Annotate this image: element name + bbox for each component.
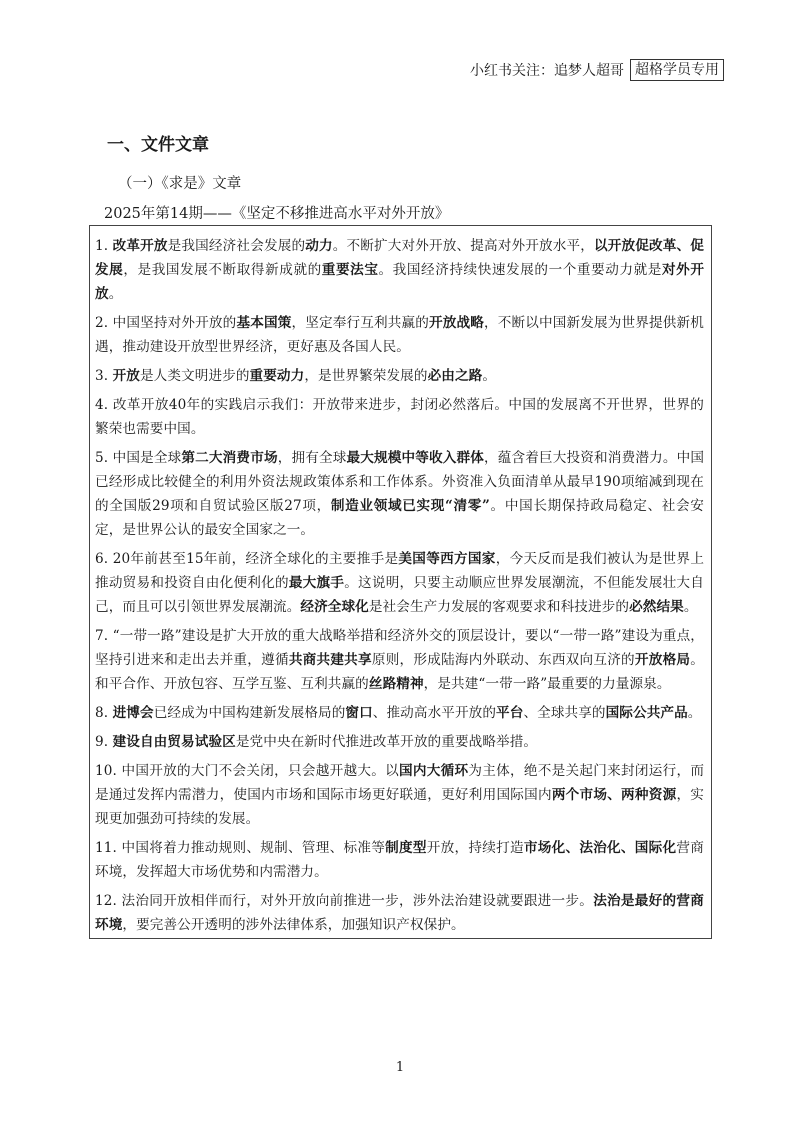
bold-keyword: 最大旗手 xyxy=(288,575,345,591)
section-title: 一、文件文章 xyxy=(107,135,209,155)
bold-keyword: 制造业领域已实现“清零” xyxy=(330,498,490,514)
text-run: ，要完善公开透明的涉外法律体系，加强知识产权保护。 xyxy=(122,917,465,933)
issue-title: 2025年第14期——《坚定不移推进高水平对外开放》 xyxy=(104,206,450,222)
text-run: ，是共建“一带一路”最重要的力量源泉。 xyxy=(423,676,671,692)
bold-keyword: 动力 xyxy=(305,238,333,254)
bold-keyword: 经济全球化 xyxy=(300,599,369,615)
text-run: 。我国经济持续快速发展的一个重要动力就是 xyxy=(378,262,662,278)
text-run: ，不断以中国新发展为世界提供新机遇，推动建设开放型世界经济，更好惠及各国人民。 xyxy=(95,315,704,355)
text-run: 是社会生产力发展的客观要求和科技进步的 xyxy=(368,599,630,615)
text-run: 2. 中国坚持对外开放的 xyxy=(95,315,237,331)
text-run: 12. 法治同开放相伴而行，对外开放向前推进一步，涉外法治建设就要跟进一步。 xyxy=(95,893,594,909)
text-run: 6. 20年前甚至15年前，经济全球化的主要推手是 xyxy=(95,551,399,567)
bold-keyword: 基本国策 xyxy=(236,315,292,331)
text-run: 。和平合作、开放包容、互学互鉴、互利共赢的 xyxy=(95,652,704,692)
bold-keyword: 平台 xyxy=(496,705,524,721)
point-paragraph xyxy=(95,701,704,725)
text-run: 是人类文明进步的 xyxy=(139,368,250,384)
bold-keyword: 对外开放 xyxy=(95,262,705,302)
text-run: 、全球共享的 xyxy=(523,705,606,721)
text-run: 。不断扩大对外开放、提高对外开放水平， xyxy=(332,238,595,254)
text-run: 开放，持续打造 xyxy=(426,840,524,856)
bold-keyword: 必然结果 xyxy=(629,599,684,615)
point-paragraph xyxy=(95,836,704,884)
bold-keyword: 以开放促改革、促发展 xyxy=(95,238,704,278)
text-run: 3. xyxy=(95,368,113,384)
page-number: 1 xyxy=(395,1060,405,1075)
text-run: ，是我国发展不断取得新成就的 xyxy=(123,262,322,278)
text-run: 是我国经济社会发展的 xyxy=(167,238,306,254)
bold-keyword: 丝路精神 xyxy=(368,676,424,692)
text-run: 1. xyxy=(95,238,113,254)
bold-keyword: 共商共建共享 xyxy=(288,652,372,668)
text-run: 10. 中国开放的大门不会关闭，只会越开越大。以 xyxy=(95,763,399,779)
point-paragraph xyxy=(95,547,704,619)
text-run: ，实现更加强劲可持续的发展。 xyxy=(95,787,704,827)
bold-keyword: 制度型 xyxy=(385,840,427,856)
point-paragraph xyxy=(95,624,704,696)
bold-keyword: 进博会 xyxy=(112,705,154,721)
text-run: 是党中央在新时代推进改革开放的重要战略举措。 xyxy=(235,734,538,750)
bold-keyword: 市场化、法治化、国际化 xyxy=(523,840,677,856)
point-paragraph xyxy=(95,311,704,359)
bold-keyword: 必由之路 xyxy=(427,368,483,384)
text-run: 。中国长期保持政局稳定、社会安定，是世界公认的最安全国家之一。 xyxy=(95,498,704,538)
text-run: 。 xyxy=(108,286,123,302)
subsection-title: （一）《求是》文章 xyxy=(118,176,242,192)
text-run: 。 xyxy=(687,705,702,721)
summary-box xyxy=(89,225,712,939)
text-run: 。 xyxy=(482,368,497,384)
bold-keyword: 开放格局 xyxy=(634,652,691,668)
text-run: 9. xyxy=(95,734,113,750)
bold-keyword: 改革开放 xyxy=(112,238,168,254)
bold-keyword: 国际公共产品 xyxy=(605,705,688,721)
text-run: ，是世界繁荣发展的 xyxy=(304,368,428,384)
bold-keyword: 开放 xyxy=(112,368,140,384)
bold-keyword: 法治是最好的营商环境 xyxy=(95,893,704,933)
bold-keyword: 重要动力 xyxy=(249,368,305,384)
bold-keyword: 第二大消费市场 xyxy=(181,450,278,466)
point-paragraph xyxy=(95,393,704,441)
point-paragraph xyxy=(95,759,704,831)
exclusive-badge: 超格学员专用 xyxy=(630,59,724,81)
point-paragraph xyxy=(95,889,704,937)
text-run: ，坚定奉行互利共赢的 xyxy=(291,315,429,331)
point-paragraph xyxy=(95,364,704,388)
text-run: 。 xyxy=(683,599,698,615)
bold-keyword: 美国等西方国家 xyxy=(398,551,496,567)
bold-keyword: 开放战略 xyxy=(428,315,484,331)
text-run: 。这说明，只要主动顺应世界发展潮流，不但能发展壮大自己，而且可以引领世界发展潮流。 xyxy=(95,575,704,615)
point-paragraph xyxy=(95,234,704,306)
bold-keyword: 国内大循环 xyxy=(398,763,469,779)
text-run: 、推动高水平开放的 xyxy=(372,705,497,721)
text-run: 11. 中国将着力推动规则、规制、管理、标准等 xyxy=(95,840,386,856)
bold-keyword: 建设自由贸易试验区 xyxy=(112,734,236,750)
text-run: ，拥有全球 xyxy=(277,450,347,466)
header-text: 小红书关注：追梦人超哥 xyxy=(470,63,624,79)
text-run: 营商环境，发挥超大市场优势和内需潜力。 xyxy=(95,840,704,880)
text-run: 为主体，绝不是关起门来封闭运行，而是通过发挥内需潜力，使国内市场和国际市场更好联通，更好利用国际国内 xyxy=(95,763,705,803)
text-run: 4. 改革开放40年的实践启示我们：开放带来进步，封闭必然落后。中国的发展离不开世界，世界的繁荣也需要中国。 xyxy=(95,397,704,437)
bold-keyword: 重要法宝 xyxy=(321,262,379,278)
text-run: 已经成为中国构建新发展格局的 xyxy=(153,705,346,721)
text-run: 7. “一带一路”建设是扩大开放的重大战略举措和经济外交的顶层设计，要以“一带一路”建设为重点，坚持引进来和走出去并重，遵循 xyxy=(95,628,704,668)
point-paragraph xyxy=(95,730,704,754)
bold-keyword: 最大规模中等收入群体 xyxy=(346,450,485,466)
bold-keyword: 窗口 xyxy=(345,705,373,721)
text-run: ，今天反而是我们被认为是世界上推动贸易和投资自由化便利化的 xyxy=(95,551,705,591)
point-paragraph xyxy=(95,446,704,542)
text-run: 5. 中国是全球 xyxy=(95,450,182,466)
page-header xyxy=(470,59,724,81)
bold-keyword: 两个市场、两种资源 xyxy=(551,787,677,803)
text-run: ，蕴含着巨大投资和消费潜力。中国已经形成比较健全的利用外资法规政策体系和工作体系。外资准入负面清单从最早190项缩减到现在的全国版29项和自贸试验区版27项， xyxy=(95,450,705,514)
text-run: 8. xyxy=(95,705,113,721)
text-run: 原则，形成陆海内外联动、东西双向互济的 xyxy=(371,652,635,668)
